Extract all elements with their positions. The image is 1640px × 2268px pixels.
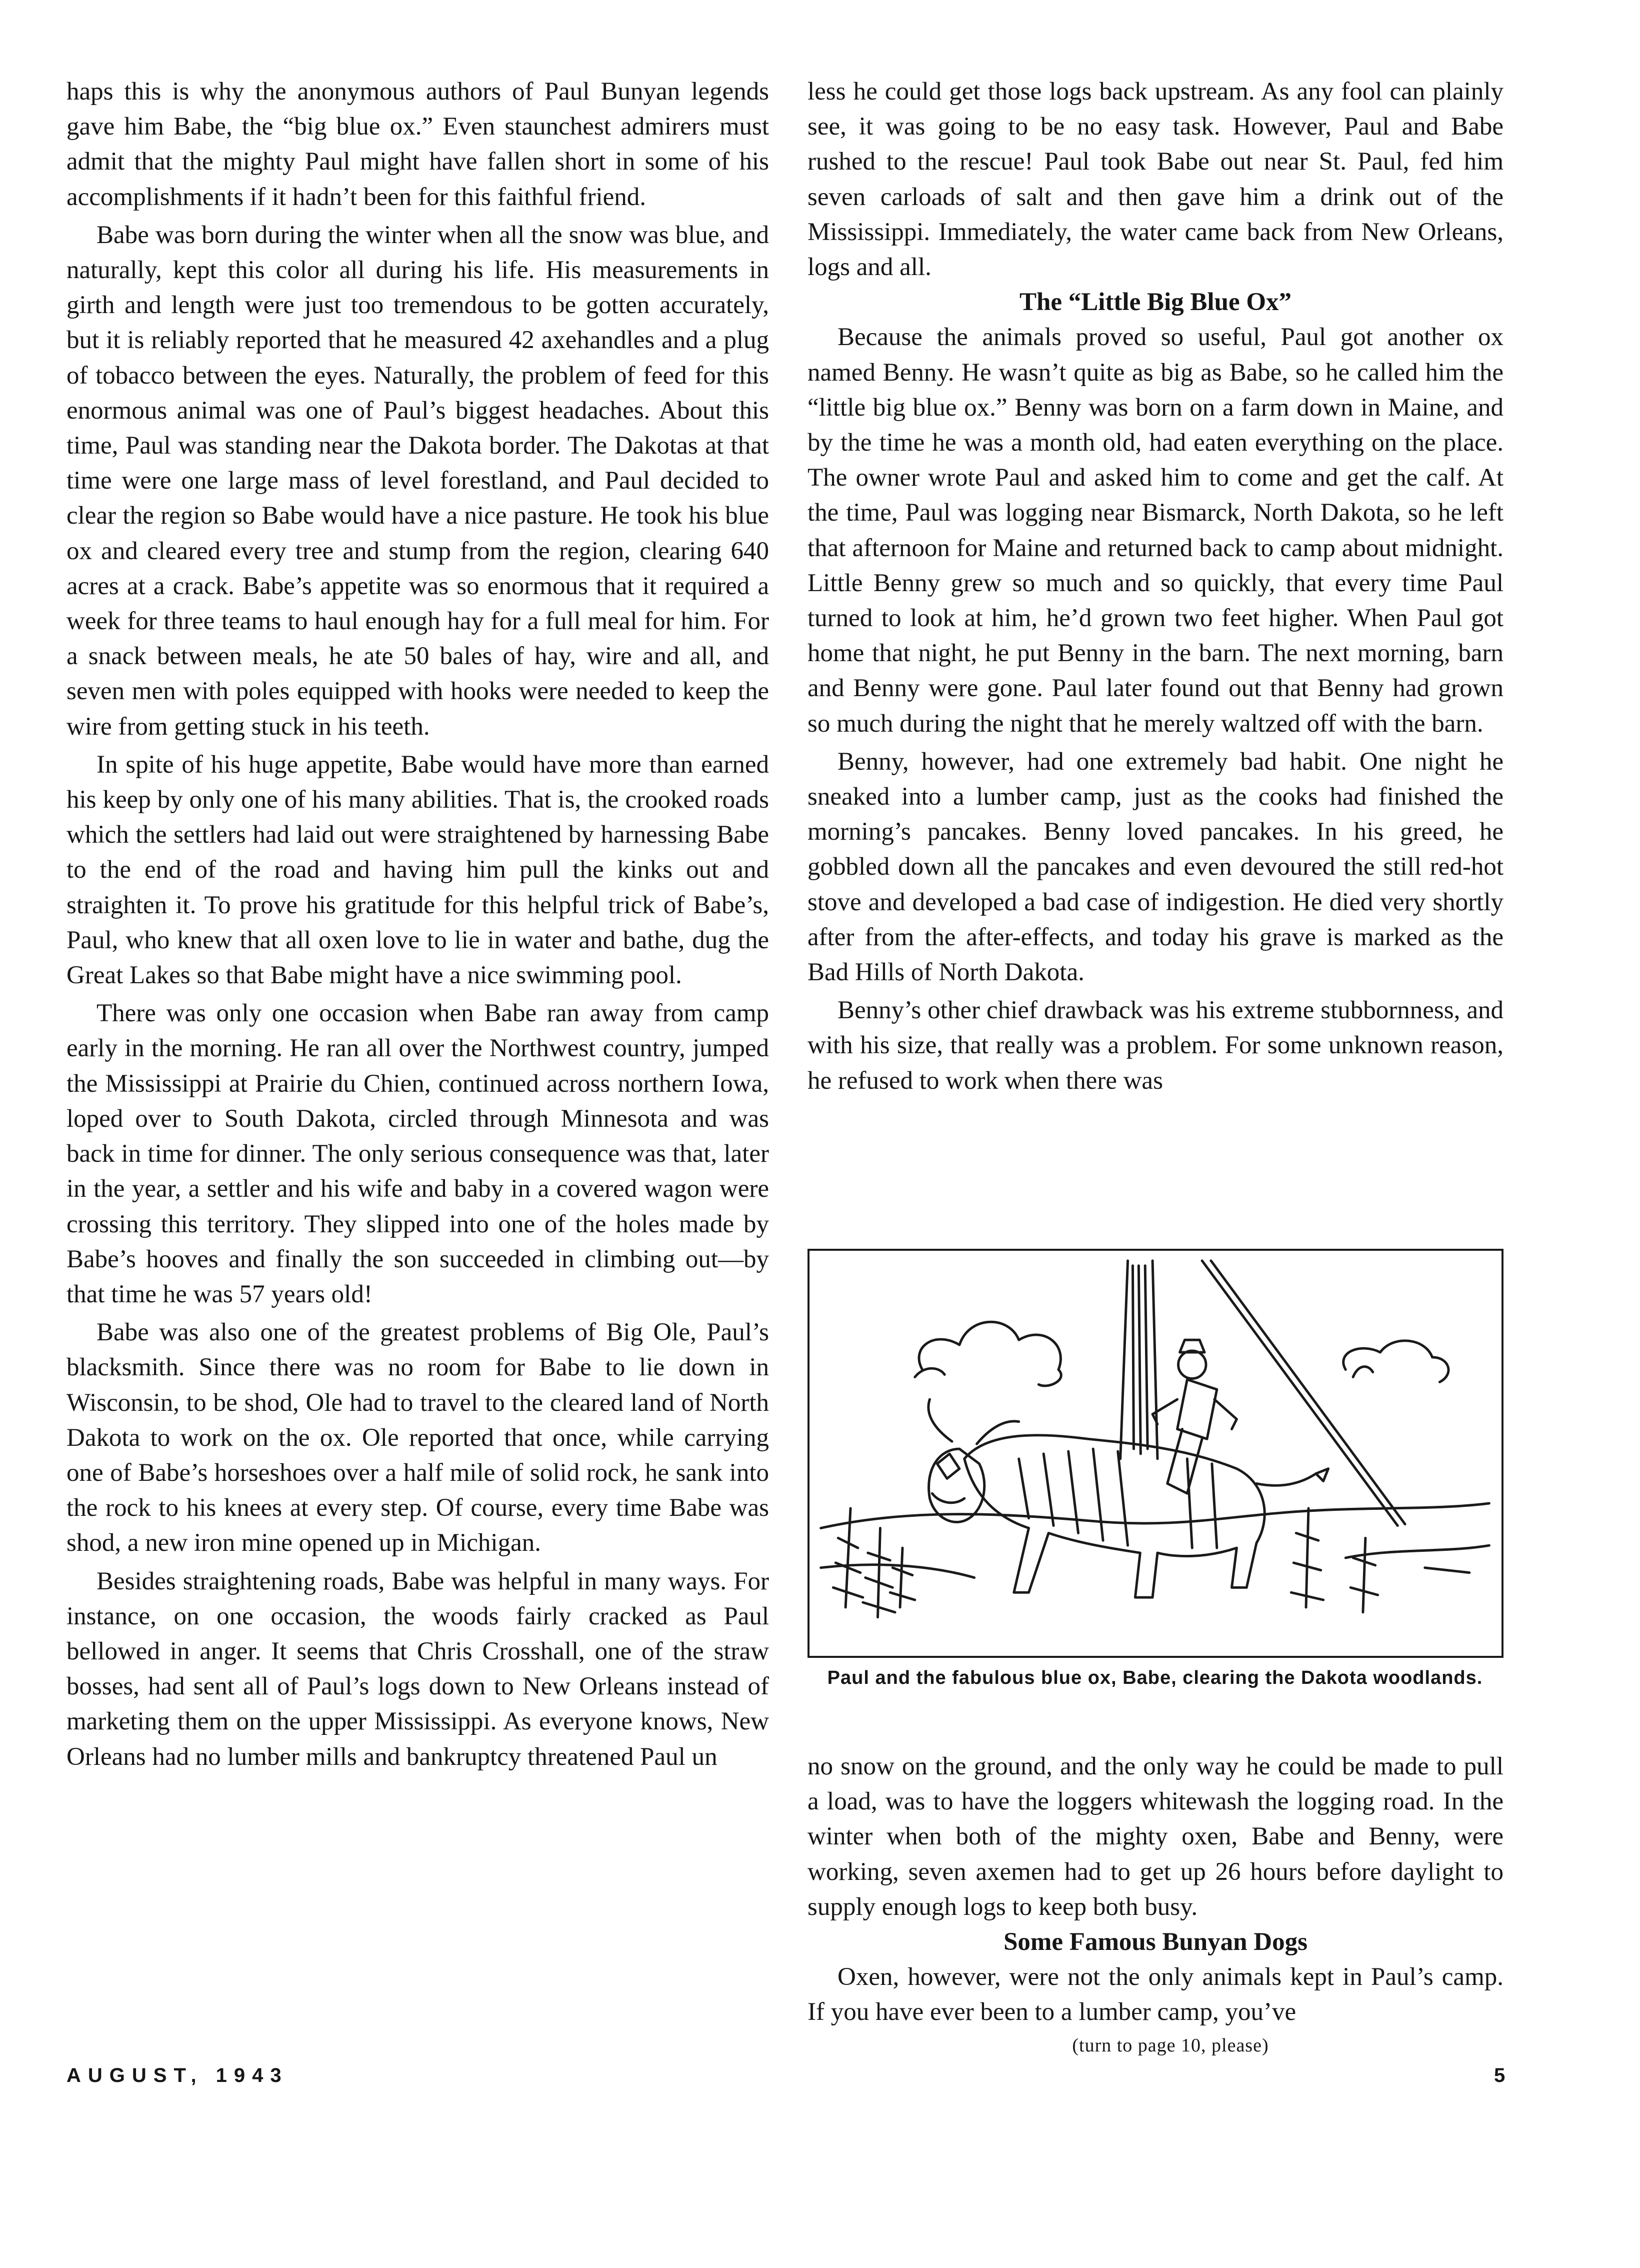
paragraph: Oxen, however, were not the only animals kept in Paul’s camp. If you have ever been to a lumber camp, you’ve: [808, 1963, 1504, 2026]
paragraph: Besides straightening roads, Babe was helpful in many ways. For instance, on one occasion, the woods fairly cracked as Paul bellowed in anger. It seems that Chris Crosshall, one of the straw bosses, had sent all of Paul’s logs down to New Orleans instead of marketing them on the upper Mississippi. As everyone knows, New Orleans had no lumber mills and bankruptcy threatened Paul un: [66, 1567, 769, 1771]
figure-caption: Paul and the fabulous blue ox, Babe, clearing the Dakota woodlands.: [827, 1667, 1483, 1688]
left-column: [66, 74, 769, 1774]
illustration-drawing: [810, 1251, 1502, 1656]
paragraph: Benny’s other chief drawback was his extreme stubbornness, and with his size, that really was a problem. For some unknown reason, he refused to work when there was: [808, 996, 1504, 1095]
paragraph: Because the animals proved so useful, Paul got another ox named Benny. He wasn’t quite as big as Babe, so he called him the “little big blue ox.” Benny was born on a farm down in Maine, and by the time he was a month old, had eaten everything on the place. The owner wrote Paul and asked him to come and get the calf. At the time, Paul was logging near Bismarck, North Dakota, so he left that afternoon for Maine and returned back to camp about midnight. Little Benny grew so much and so quickly, that every time Paul turned to look at him, he’d grown two feet higher. When Paul got home that night, he put Benny in the barn. The next morning, barn and Benny were gone. Paul later found out that Benny had grown so much during the night that he merely waltzed off with the barn.: [808, 323, 1504, 738]
paragraph: no snow on the ground, and the only way he could be made to pull a load, was to have the loggers whitewash the logging road. In the winter when both of the mighty oxen, Babe and Benny, were working, seven axemen had to get up 26 hours before daylight to supply enough logs to keep both busy.: [808, 1752, 1504, 1921]
right-column-bottom: [808, 1749, 1504, 2058]
continuation-note: (turn to page 10, please): [1072, 2034, 1269, 2056]
paragraph: There was only one occasion when Babe ran away from camp early in the morning. He ran all over the Northwest country, jumped the Mississippi at Prairie du Chien, continued across northern Iowa, loped over to South Dakota, circled through Minnesota and was back in time for dinner. The only serious consequence was that, later in the year, a settler and his wife and baby in a covered wagon were crossing this territory. They slipped into one of the holes made by Babe’s hooves and finally the son succeeded in climbing out—by that time he was 57 years old!: [66, 999, 769, 1308]
paragraph: Babe was also one of the greatest problems of Big Ole, Paul’s blacksmith. Since there was no room for Babe to lie down in Wisconsin, to be shod, Ole had to travel to the cleared land of North Dakota to work on the ox. Ole reported that once, while carrying one of Babe’s horseshoes over a half mile of solid rock, he sank into the rock to his knees at every step. Of course, every time Babe was shod, a new iron mine opened up in Michigan.: [66, 1318, 769, 1557]
section-heading: Some Famous Bunyan Dogs: [1004, 1928, 1308, 1956]
illustration-paul-and-babe: [808, 1249, 1504, 1658]
page-number: 5: [1494, 2064, 1506, 2086]
issue-date: AUGUST, 1943: [66, 2064, 288, 2086]
right-column-top: [808, 74, 1504, 1098]
paragraph: haps this is why the anonymous authors of Paul Bunyan legends gave him Babe, the “big blue ox.” Even staunchest admirers must admit that the mighty Paul might have fallen short in some of his accomplishments if it hadn’t been for this faithful friend.: [66, 78, 769, 211]
paragraph: less he could get those logs back upstream. As any fool can plainly see, it was going to be no easy task. However, Paul and Babe rushed to the rescue! Paul took Babe out near St. Paul, fed him seven carloads of salt and then gave him a drink out of the Mississippi. Immediately, the water came back from New Orleans, logs and all.: [808, 78, 1504, 282]
section-heading: The “Little Big Blue Ox”: [1019, 288, 1292, 317]
paragraph: In spite of his huge appetite, Babe would have more than earned his keep by only one of his many abilities. That is, the crooked roads which the settlers had laid out were straightened by harnessing Babe to the end of the road and having him pull the kinks out and straighten it. To prove his gratitude for this helpful trick of Babe’s, Paul, who knew that all oxen love to lie in water and bathe, dug the Great Lakes so that Babe might have a nice swimming pool.: [66, 750, 769, 990]
paragraph: Babe was born during the winter when all the snow was blue, and naturally, kept this color all during his life. His measurements in girth and length were just too tremendous to be gotten accurately, but it is reliably reported that he measured 42 axehandles and a plug of tobacco between the eyes. Naturally, the problem of feed for this enormous animal was one of Paul’s biggest headaches. About this time, Paul was standing near the Dakota border. The Dakotas at that time were one large mass of level forestland, and Paul decided to clear the region so Babe would have a nice pasture. He took his blue ox and cleared every tree and stump from the region, clearing 640 acres at a crack. Babe’s appetite was so enormous that it required a week for three teams to haul enough hay for a full meal for him. For a snack between meals, he ate 50 bales of hay, wire and all, and seven men with poles equipped with hooks were needed to keep the wire from getting stuck in his teeth.: [66, 221, 769, 741]
paragraph: Benny, however, had one extremely bad habit. One night he sneaked into a lumber camp, just as the cooks had finished the morning’s pancakes. Benny loved pancakes. In his greed, he gobbled down all the pancakes and even devoured the still red-hot stove and developed a bad case of indigestion. He died very shortly after from the after-effects, and today his grave is marked as the Bad Hills of North Dakota.: [808, 747, 1504, 987]
